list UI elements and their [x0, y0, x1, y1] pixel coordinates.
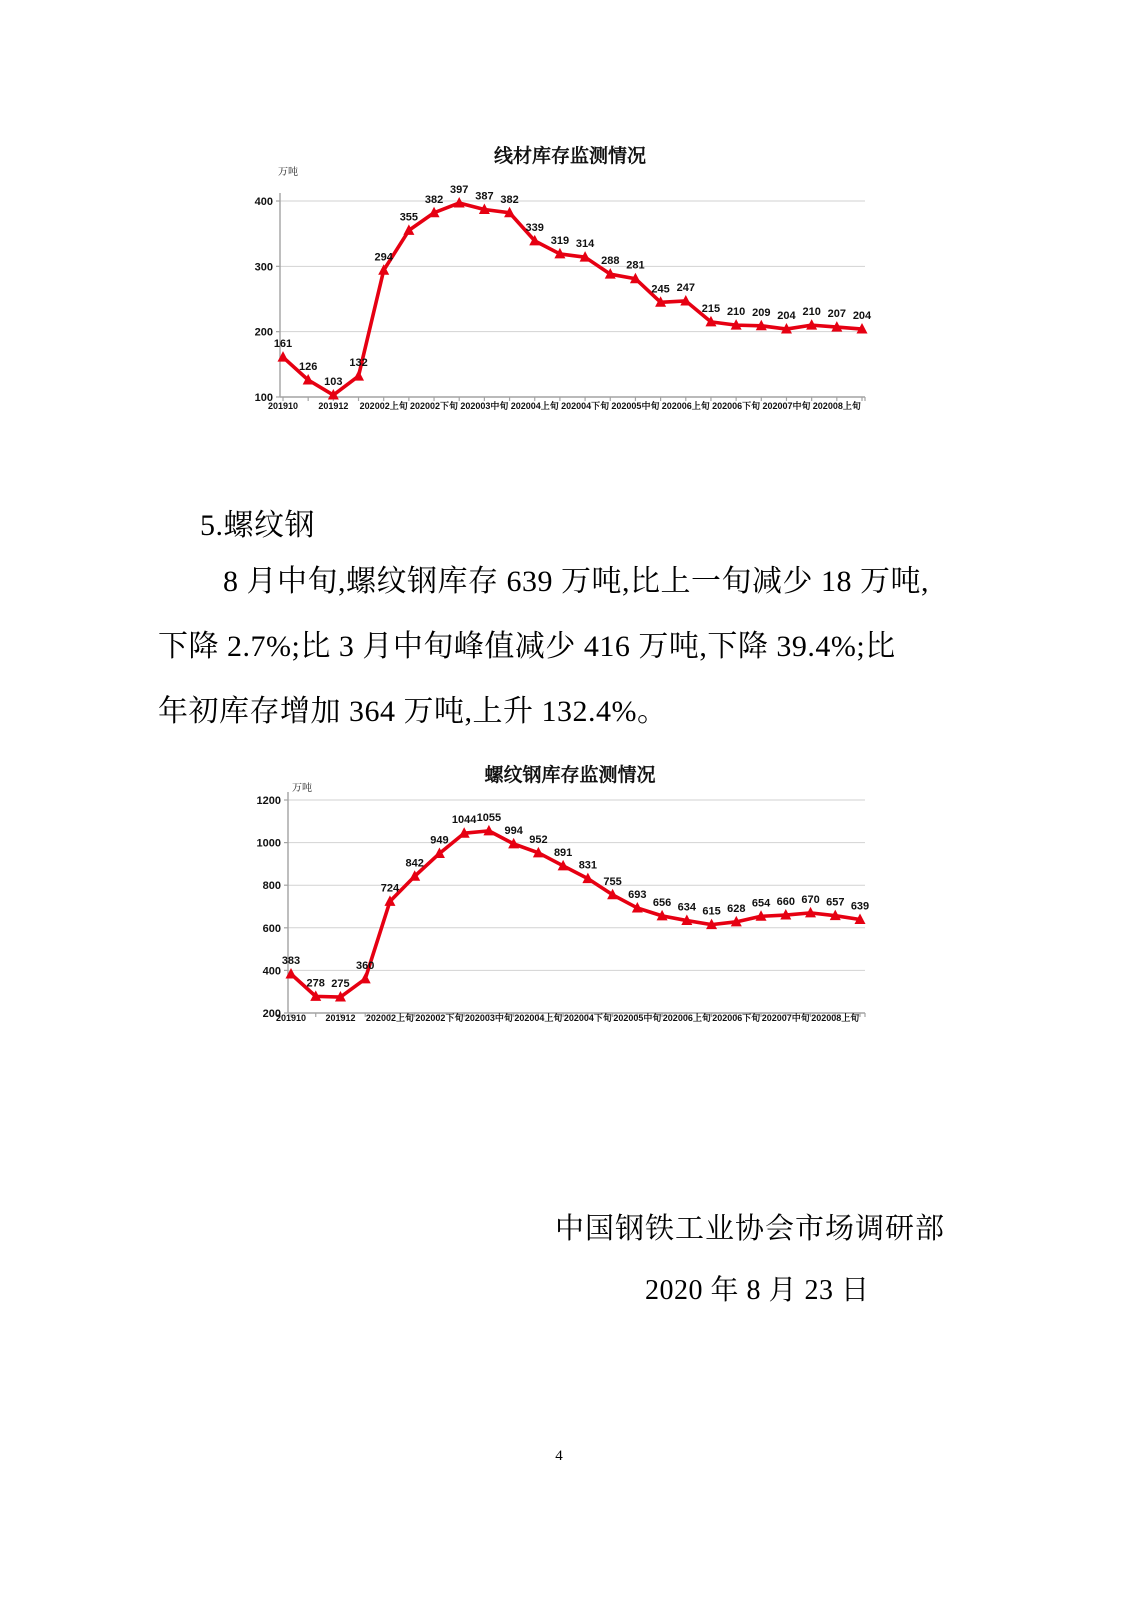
x-tick-label: 202004下旬	[563, 1013, 612, 1023]
x-tick-label: 201910	[275, 1013, 307, 1023]
paragraph-line: 8 月中旬,螺纹钢库存 639 万吨,比上一旬减少 18 万吨,	[223, 565, 929, 598]
data-label: 1055	[476, 811, 502, 824]
data-label: 275	[331, 978, 350, 991]
data-label: 204	[777, 310, 796, 323]
y-tick-label: 300	[254, 261, 273, 274]
data-label: 126	[298, 361, 318, 374]
x-tick-label: 202005中旬	[611, 401, 660, 411]
data-label: 210	[802, 306, 821, 319]
x-tick-label: 202002下旬	[415, 1013, 464, 1023]
data-label: 639	[850, 900, 870, 913]
x-tick-label: 201912	[318, 401, 349, 411]
x-tick-label: 201910	[267, 401, 299, 411]
x-tick-label: 202003中旬	[460, 401, 509, 411]
data-label: 724	[380, 882, 400, 895]
data-label: 891	[553, 846, 573, 859]
data-label: 693	[628, 888, 647, 901]
wire-rod-line-plot	[240, 138, 900, 424]
x-tick-label: 202004下旬	[561, 401, 610, 411]
x-tick-label: 202006上旬	[662, 1013, 711, 1023]
x-tick-label: 202004上旬	[514, 1013, 563, 1023]
series-line	[283, 203, 862, 395]
paragraph-line: 下降 2.7%;比 3 月中旬峰值减少 416 万吨,下降 39.4%;比	[158, 630, 896, 663]
data-label: 360	[356, 959, 375, 972]
data-label: 383	[281, 955, 301, 968]
x-tick-label: 202006上旬	[661, 401, 710, 411]
x-tick-label: 202005中旬	[613, 1013, 662, 1023]
y-axis-unit-label: 万吨	[292, 783, 312, 794]
x-tick-label: 202002下旬	[410, 401, 459, 411]
data-label: 952	[529, 833, 548, 846]
data-label: 382	[500, 193, 519, 206]
data-label: 294	[374, 251, 393, 264]
x-tick-label: 202006下旬	[712, 401, 761, 411]
x-tick-label: 202007中旬	[762, 401, 811, 411]
triangle-marker	[353, 370, 364, 381]
x-tick-label: 202002上旬	[359, 401, 408, 411]
data-label: 615	[702, 905, 721, 918]
data-label: 319	[550, 234, 570, 247]
data-label: 755	[603, 875, 622, 888]
x-tick-label: 202008上旬	[811, 1013, 860, 1023]
y-tick-label: 600	[262, 922, 281, 935]
x-tick-label: 202007中旬	[761, 1013, 810, 1023]
data-label: 949	[430, 834, 449, 847]
data-label: 314	[575, 238, 595, 251]
data-label: 831	[578, 859, 598, 872]
y-tick-label: 400	[262, 965, 281, 978]
chart-title: 线材库存监测情况	[493, 146, 646, 167]
data-label: 628	[727, 902, 746, 915]
data-label: 210	[726, 306, 746, 319]
triangle-marker	[360, 973, 371, 984]
series-line	[291, 831, 860, 997]
y-tick-label: 200	[254, 326, 273, 339]
data-label: 278	[306, 977, 325, 990]
section-heading: 5.螺纹钢	[200, 509, 315, 542]
signature-date: 2020 年 8 月 23 日	[645, 1275, 870, 1306]
data-label: 209	[752, 306, 771, 319]
page-number: 4	[555, 1448, 563, 1464]
x-tick-label: 202003中旬	[464, 1013, 513, 1023]
data-label: 161	[273, 338, 293, 351]
data-label: 103	[324, 376, 343, 389]
x-tick-label: 202004上旬	[510, 401, 559, 411]
data-label: 207	[827, 308, 847, 321]
data-label: 842	[405, 857, 424, 870]
signature-organization: 中国钢铁工业协会市场调研部	[555, 1213, 946, 1245]
data-label: 397	[450, 183, 469, 196]
chart-title: 螺纹钢库存监测情况	[484, 765, 656, 786]
y-tick-label: 400	[254, 196, 273, 208]
data-label: 387	[475, 190, 494, 203]
triangle-marker	[278, 351, 289, 362]
data-label: 132	[349, 357, 368, 370]
data-label: 355	[399, 211, 419, 224]
data-label: 1044	[451, 814, 477, 827]
data-label: 634	[677, 901, 697, 914]
data-label: 994	[504, 824, 523, 837]
rebar-line-plot	[240, 753, 900, 1039]
data-label: 281	[626, 259, 645, 272]
data-label: 654	[751, 897, 771, 910]
data-label: 656	[652, 896, 672, 909]
data-label: 204	[852, 310, 872, 323]
paragraph-line: 年初库存增加 364 万吨,上升 132.4%。	[158, 695, 668, 728]
y-tick-label: 1200	[256, 795, 281, 807]
data-label: 288	[601, 255, 620, 268]
data-label: 247	[676, 281, 695, 294]
data-label: 215	[701, 302, 721, 315]
x-tick-label: 201912	[325, 1013, 356, 1023]
triangle-marker	[286, 968, 297, 979]
rebar-inventory-chart	[240, 753, 900, 1045]
x-tick-label: 202002上旬	[365, 1013, 414, 1023]
y-tick-label: 800	[262, 880, 281, 893]
data-label: 670	[801, 893, 820, 906]
y-axis-unit-label: 万吨	[278, 167, 298, 178]
y-tick-label: 1000	[256, 837, 281, 850]
y-tick-label: 100	[254, 392, 273, 404]
data-label: 660	[776, 896, 795, 909]
x-tick-label: 202006下旬	[712, 1013, 761, 1023]
data-label: 245	[651, 283, 670, 296]
x-tick-label: 202008上旬	[812, 401, 861, 411]
wire-rod-inventory-chart	[240, 138, 900, 430]
data-label: 657	[826, 896, 845, 909]
data-label: 382	[424, 193, 444, 206]
data-label: 339	[525, 221, 544, 234]
y-tick-label: 200	[262, 1008, 281, 1020]
